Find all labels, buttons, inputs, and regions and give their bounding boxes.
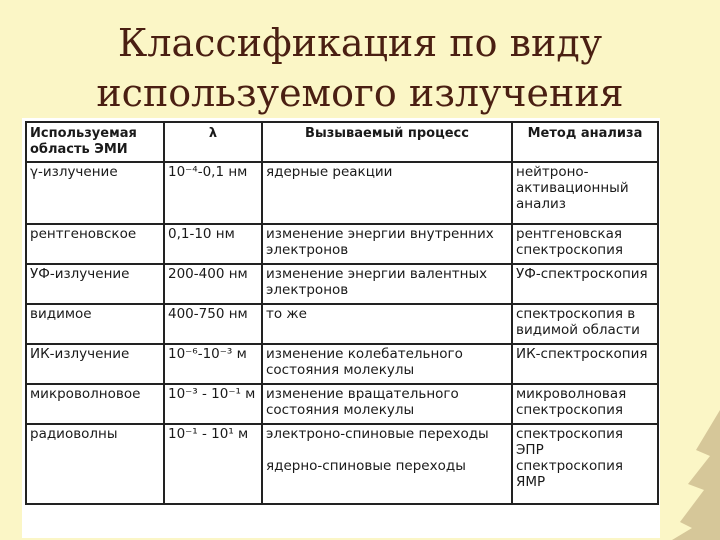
cell-wavelength: 0,1-10 нм: [164, 224, 262, 264]
cell-process: изменение колебательного состояния молекулы: [262, 344, 512, 384]
table-row: [26, 344, 658, 384]
cell-method: спектроскопия в видимой области: [512, 304, 658, 344]
cell-region: микроволновое: [26, 384, 164, 424]
cell-process: то же: [262, 304, 512, 344]
method-line: спектроскопия ЯМР: [516, 458, 623, 490]
cell-region: УФ-излучение: [26, 264, 164, 304]
header-process: Вызываемый процесс: [262, 122, 512, 162]
cell-wavelength: 10⁻³ - 10⁻¹ м: [164, 384, 262, 424]
cell-wavelength: 10⁻¹ - 10¹ м: [164, 424, 262, 504]
cell-method: ИК-спектроскопия: [512, 344, 658, 384]
table-row: [26, 162, 658, 224]
table-row: [26, 224, 658, 264]
cell-method: микроволновая спектроскопия: [512, 384, 658, 424]
cell-process: изменение энергии внутренних электронов: [262, 224, 512, 264]
cell-region: γ-излучение: [26, 162, 164, 224]
cell-region: радиоволны: [26, 424, 164, 504]
decorative-corner-shape: [658, 410, 720, 540]
process-line: электроно-спиновые переходы: [266, 426, 489, 442]
cell-wavelength: 200-400 нм: [164, 264, 262, 304]
cell-process: изменение энергии валентных электронов: [262, 264, 512, 304]
cell-process: ядерные реакции: [262, 162, 512, 224]
cell-wavelength: 10⁻⁶-10⁻³ м: [164, 344, 262, 384]
radiation-classification-table: [25, 121, 659, 505]
table-row: [26, 264, 658, 304]
cell-region: ИК-излучение: [26, 344, 164, 384]
cell-method: УФ-спектроскопия: [512, 264, 658, 304]
cell-method: нейтроно-активационный анализ: [512, 162, 658, 224]
cell-method: рентгеновская спектроскопия: [512, 224, 658, 264]
method-line: спектроскопия ЭПР: [516, 426, 623, 458]
cell-method: [512, 424, 658, 504]
table-row: [26, 384, 658, 424]
cell-process: [262, 424, 512, 504]
cell-wavelength: 400-750 нм: [164, 304, 262, 344]
cell-region: рентгеновское: [26, 224, 164, 264]
classification-table-panel: [22, 118, 660, 538]
process-line: ядерно-спиновые переходы: [266, 458, 466, 474]
slide-title: [0, 18, 720, 118]
table-row: [26, 424, 658, 504]
table-header-row: [26, 122, 658, 162]
table-row: [26, 304, 658, 344]
header-method: Метод анализа: [512, 122, 658, 162]
cell-process: изменение вращательного состояния молекулы: [262, 384, 512, 424]
header-region: Используемая область ЭМИ: [26, 122, 164, 162]
title-line-2: используемого излучения: [96, 71, 624, 115]
cell-wavelength: 10⁻⁴-0,1 нм: [164, 162, 262, 224]
title-line-1: Классификация по виду: [117, 21, 603, 65]
header-wavelength: λ: [164, 122, 262, 162]
cell-region: видимое: [26, 304, 164, 344]
